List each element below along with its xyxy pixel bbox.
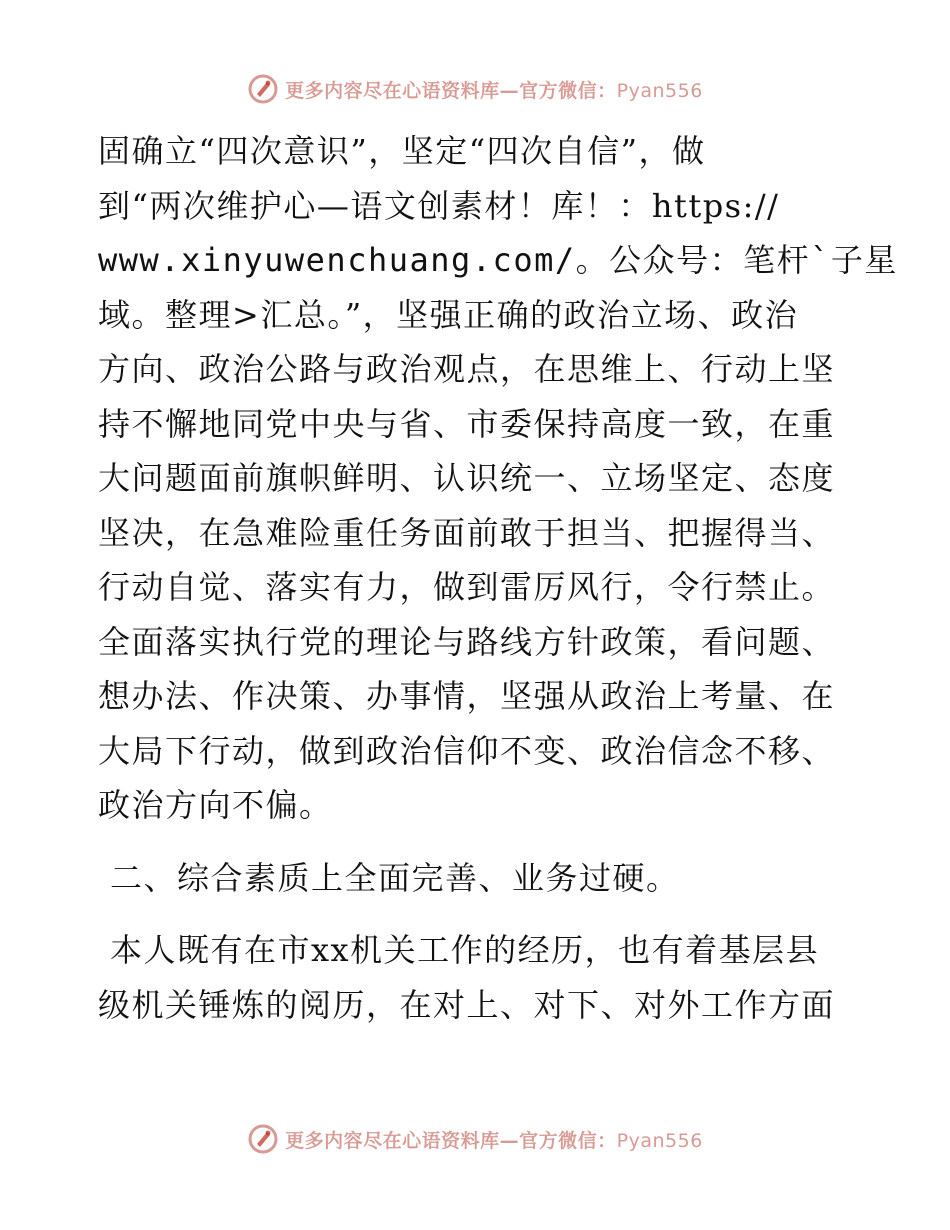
paragraph-gap: [98, 833, 858, 851]
body-line: 本人既有在市xx机关工作的经历，也有着基层县: [110, 931, 820, 969]
watermark-text: 更多内容尽在心语资料库—官方微信：Pyan556: [285, 79, 703, 102]
body-line: www.xinyuwenchuang.com/。公众号：笔杆`子星: [98, 241, 898, 279]
body-line: 大局下行动，做到政治信仰不变、政治信念不移、: [98, 731, 836, 770]
body-line: 大问题面前旗帜鲜明、认识统一、立场坚定、态度: [98, 459, 836, 497]
body-line: 坚决，在急难险重任务面前敢于担当、把握得当、: [98, 513, 836, 552]
body-line: 行动自觉、落实有力，做到雷厉风行，令行禁止。: [98, 568, 836, 606]
body-line: 政治方向不偏。: [98, 786, 333, 824]
body-line: 到“两次维护心—语文创素材！库！：https://: [98, 186, 780, 225]
header-watermark: [0, 72, 950, 106]
footer-watermark: [0, 1122, 950, 1156]
watermark-text: 更多内容尽在心语资料库—官方微信：Pyan556: [285, 1129, 703, 1152]
paragraph-gap: [98, 905, 858, 923]
document-body: [98, 124, 898, 1032]
seal-logo-icon: [247, 1123, 279, 1155]
seal-logo-icon: [247, 73, 279, 105]
body-line: 方向、政治公路与政治观点，在思维上、行动上坚: [98, 350, 836, 388]
body-line: 想办法、作决策、办事情，坚强从政治上考量、在: [98, 677, 836, 715]
body-line: 全面落实执行党的理论与路线方针政策，看问题、: [98, 622, 836, 661]
body-line: 固确立“四次意识”，坚定“四次自信”，做: [98, 132, 706, 170]
body-line: 持不懈地同党中央与省、市委保持高度一致，在重: [98, 404, 836, 443]
body-line: 级机关锤炼的阅历，在对上、对下、对外工作方面: [98, 985, 836, 1024]
body-line: 域。整理>汇总。”，坚强正确的政治立场、政治: [98, 295, 799, 334]
section-heading: 二、综合素质上全面完善、业务过硬。: [110, 858, 680, 897]
